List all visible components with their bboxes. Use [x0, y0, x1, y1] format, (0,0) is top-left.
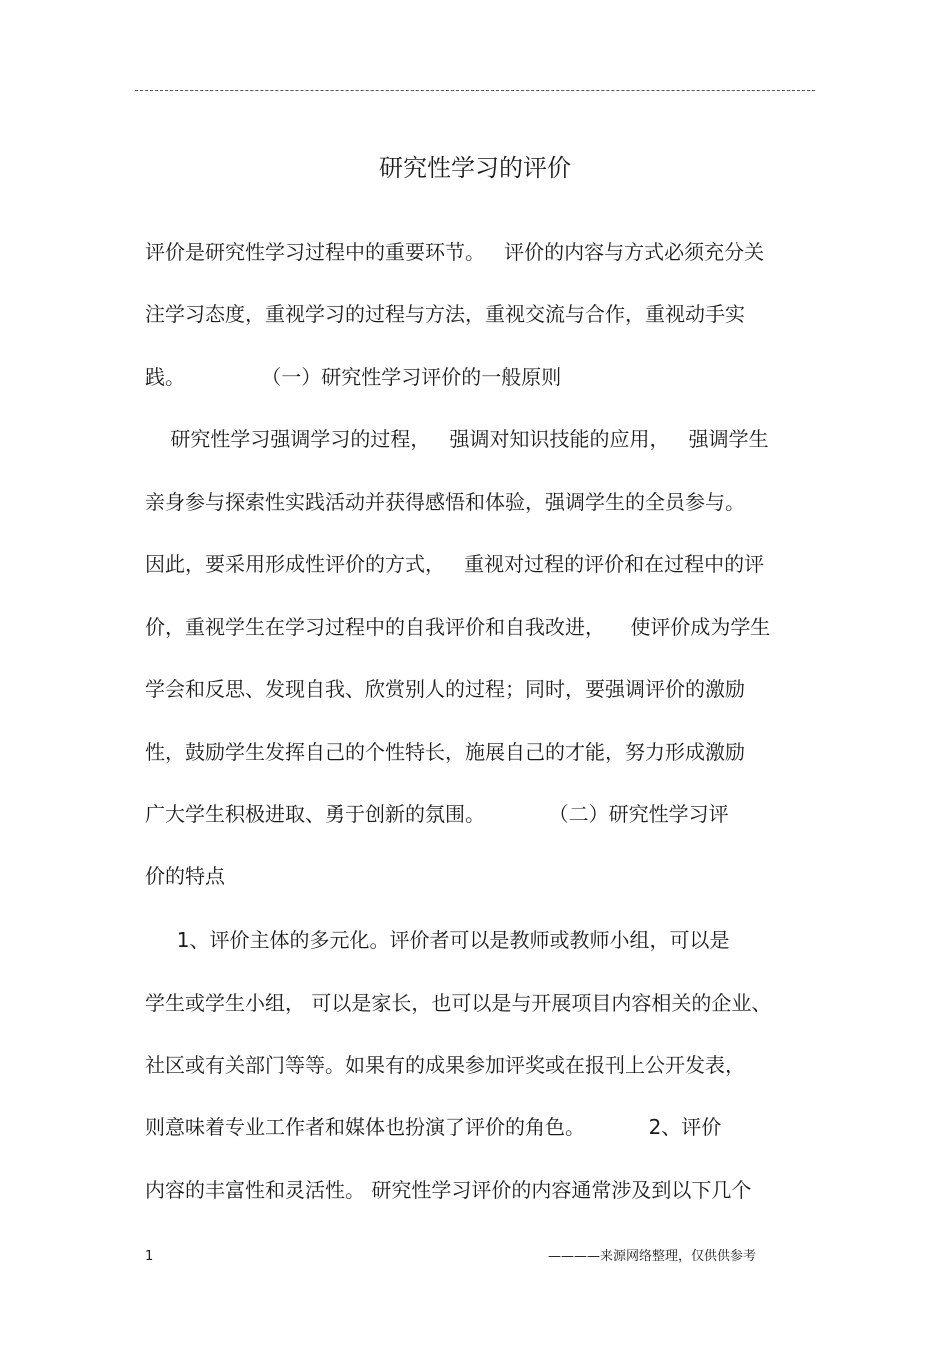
- body-line: 广大学生积极进取、勇于创新的氛围。 （二）研究性学习评: [145, 802, 729, 826]
- body-line: 内容的丰富性和灵活性。 研究性学习评价的内容通常涉及到以下几个: [145, 1178, 752, 1202]
- body-line: 性，鼓励学生发挥自己的个性特长，施展自己的才能，努力形成激励: [145, 740, 745, 764]
- body-line: 亲身参与探索性实践活动并获得感悟和体验，强调学生的全员参与。: [145, 490, 745, 514]
- body-line: 1、评价主体的多元化。评价者可以是教师或教师小组，可以是: [145, 928, 730, 952]
- footer-source-note: ————来源网络整理，仅供供参考: [548, 1249, 757, 1264]
- body-line: 价的特点: [145, 864, 225, 888]
- page-number: 1: [145, 1249, 154, 1264]
- body-line: 学会和反思、发现自我、欣赏别人的过程；同时，要强调评价的激励: [145, 677, 745, 701]
- body-line: 评价是研究性学习过程中的重要环节。 评价的内容与方式必须充分关: [145, 240, 765, 264]
- body-line: 则意味着专业工作者和媒体也扮演了评价的角色。 2、评价: [145, 1115, 722, 1139]
- header-divider: [135, 90, 815, 91]
- body-line: 注学习态度，重视学习的过程与方法，重视交流与合作，重视动手实: [145, 302, 745, 326]
- body-line: 价，重视学生在学习过程中的自我评价和自我改进， 使评价成为学生: [145, 615, 771, 639]
- body-line: 践。 （一）研究性学习评价的一般原则: [145, 365, 562, 389]
- body-line: 研究性学习强调学习的过程， 强调对知识技能的应用， 强调学生: [145, 427, 769, 451]
- body-line: 学生或学生小组， 可以是家长，也可以是与开展项目内容相关的企业、: [145, 991, 772, 1015]
- document-title: 研究性学习的评价: [379, 154, 571, 182]
- body-line: 社区或有关部门等等。如果有的成果参加评奖或在报刊上公开发表，: [145, 1053, 745, 1077]
- body-line: 因此，要采用形成性评价的方式， 重视对过程的评价和在过程中的评: [145, 552, 765, 576]
